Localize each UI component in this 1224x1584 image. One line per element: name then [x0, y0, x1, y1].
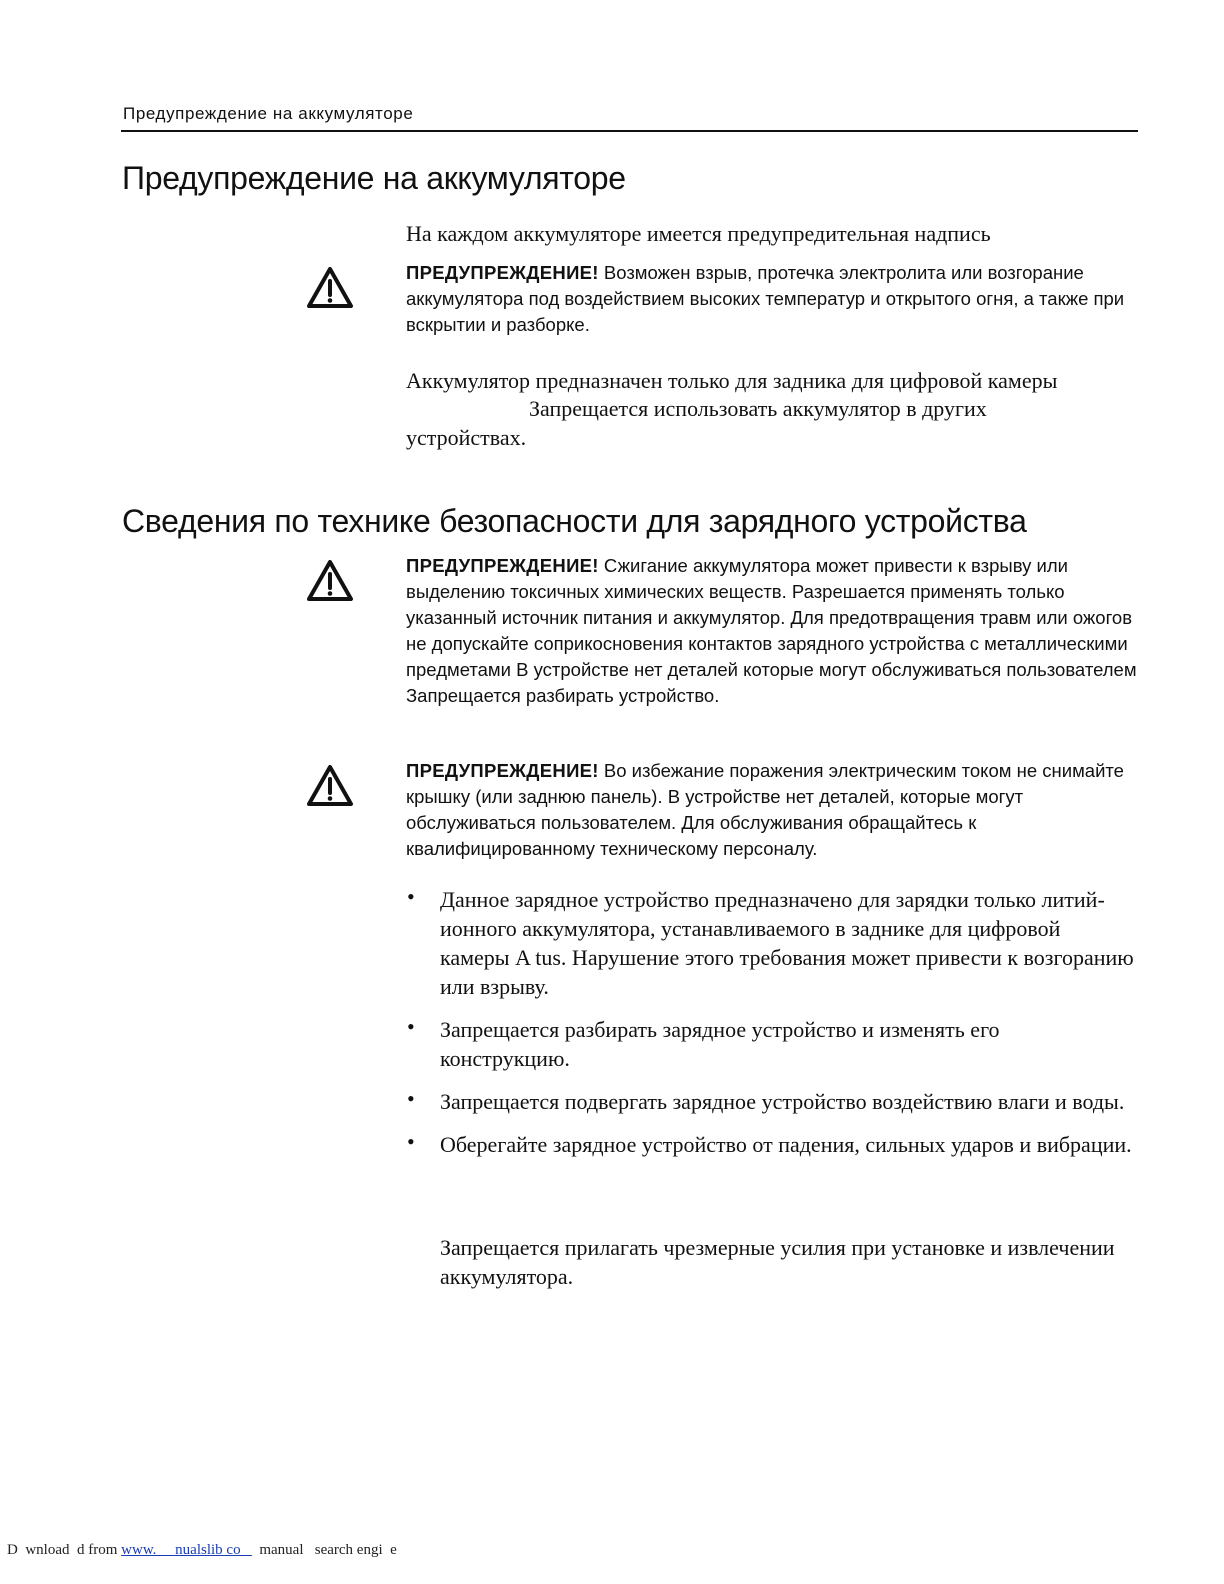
warning-triangle-icon	[306, 559, 354, 603]
section2-warning-2	[406, 758, 1141, 862]
warning-triangle-icon	[306, 266, 354, 310]
section1-title: Предупреждение на аккумуляторе	[122, 160, 626, 196]
section1-warning	[406, 260, 1141, 338]
list-item	[404, 1130, 1134, 1159]
bullet-text: Запрещается разбирать зарядное устройство и изменять его конструкцию.	[440, 1017, 1000, 1071]
warning-text: Сжигание аккумулятора может привести к взрыву или выделению токсичных химических веществ. Разрешается применять только указанный источник питания и аккумулятор. Для предотвращения травм или ожогов не допускайте соприкосновения контактов зарядного устройства с металлическими предметами В устройстве нет деталей которые могут обслуживаться пользователем Запрещается разбирать устройство.	[406, 555, 1137, 706]
section2-warning-1	[406, 553, 1141, 709]
section1-paragraph-line1: Аккумулятор предназначен только для задника для цифровой камеры	[406, 368, 1058, 393]
bullet-icon: •	[407, 1129, 415, 1154]
footer-link[interactable]: www. nualslib co	[121, 1542, 252, 1558]
warning-label: ПРЕДУПРЕЖДЕНИЕ!	[406, 555, 599, 576]
bullet-icon: •	[407, 1086, 415, 1111]
download-footer	[7, 1542, 397, 1559]
bullet-text: Запрещается подвергать зарядное устройство воздействию влаги и воды.	[440, 1089, 1125, 1114]
bullet-icon: •	[407, 1014, 415, 1039]
warning-label: ПРЕДУПРЕЖДЕНИЕ!	[406, 262, 599, 283]
warning-text: Возможен взрыв, протечка электролита или возгорание аккумулятора под воздействием высоких температур и открытого огня, а также при вскрытии и разборке.	[406, 262, 1125, 335]
closing-paragraph: Запрещается прилагать чрезмерные усилия при установке и извлечении аккумулятора.	[440, 1235, 1115, 1289]
bullet-text: Данное зарядное устройство предназначено для зарядки только литий-ионного аккумулятора, устанавливаемого в заднике для цифровой камеры A tus. Нарушение этого требования может привести к возгоранию или взрыву.	[440, 887, 1134, 999]
list-item	[404, 885, 1134, 1001]
list-item	[404, 1015, 1134, 1073]
list-item	[404, 1087, 1134, 1116]
warning-label: ПРЕДУПРЕЖДЕНИЕ!	[406, 760, 599, 781]
footer-suffix: manual search engi e	[251, 1542, 397, 1558]
running-header: Предупреждение на аккумуляторе	[123, 104, 414, 123]
section1-paragraph-line2: Запрещается использовать аккумулятор в других	[529, 396, 987, 421]
footer-prefix: D wnload d from	[7, 1542, 122, 1558]
warning-triangle-icon	[306, 764, 354, 808]
header-rule	[121, 130, 1138, 132]
section2-title: Сведения по технике безопасности для зарядного устройства	[122, 503, 1027, 539]
bullet-text: Оберегайте зарядное устройство от падения, сильных ударов и вибрации.	[440, 1132, 1132, 1157]
safety-bullet-list	[404, 885, 1134, 1173]
section1-paragraph-line3: устройствах.	[406, 425, 527, 450]
bullet-icon: •	[407, 884, 415, 909]
section1-intro: На каждом аккумуляторе имеется предупредительная надпись	[406, 221, 991, 246]
warning-text: Во избежание поражения электрическим током не снимайте крышку (или заднюю панель). В устройстве нет деталей, которые могут обслуживаться пользователем. Для обслуживания обращайтесь к квалифицированному техническому персоналу.	[406, 760, 1124, 859]
